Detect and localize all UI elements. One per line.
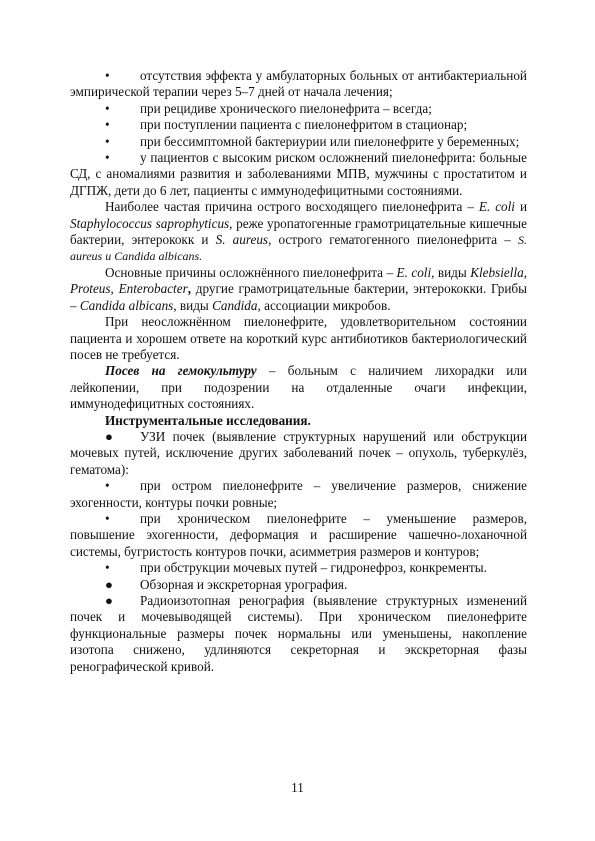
bullet-icon: • xyxy=(105,117,110,133)
paragraph-blood-culture: Посев на гемокультуру – больным с наличием лихорадки или лейкопении, при подозрении на отдаленные очаги инфекции, иммунодефицитных состояниях. xyxy=(70,363,527,412)
list-item: • при рецидиве хронического пиелонефрита – всегда; xyxy=(105,100,432,116)
list-item: ● УЗИ почек (выявление структурных нарушений или обструкции мочевых путей, исключение других заболеваний почек – опухоль, туберкулёз, гематома): xyxy=(70,428,527,477)
paragraph-complicated-causes: Основные причины осложнённого пиелонефрита – E. coli, виды Klebsiella, Proteus, Enterobacter, другие грамотрицательные бактерии, энтерококки. Грибы – Candida albicans, виды Candida, ассоциации микробов. xyxy=(70,264,528,313)
section-heading: Инструментальные исследования. xyxy=(105,412,311,428)
list-item: • при поступлении пациента с пиелонефритом в стационар; xyxy=(105,117,468,133)
list-item: ● Радиоизотопная ренография (выявление структурных изменений почек и мочевыводящей системы). При хроническом пиелонефрите функциональные размеры почек нормальны или уменьшены, накопление изотопа снижено, удлиняются секреторная и экскреторная фазы ренографической кривой. xyxy=(70,593,527,674)
bullet-icon: • xyxy=(105,150,110,166)
bullet-icon: ● xyxy=(105,593,113,608)
bullet-icon: • xyxy=(105,478,110,494)
bullet-icon: • xyxy=(105,133,110,149)
list-item: • отсутствия эффекта у амбулаторных больных от антибактериальной эмпирической терапии через 5–7 дней от начала лечения; xyxy=(70,68,527,100)
list-item: • при остром пиелонефрите – увеличение размеров, снижение эхогенности, контуры почки ровные; xyxy=(70,478,527,510)
list-item: • при хроническом пиелонефрите – уменьшение размеров, повышение эхогенности, деформация и расширение чашечно-лоханочной системы, бугристость контуров почки, асимметрия размеров и контуров; xyxy=(70,510,527,559)
page-number: 11 xyxy=(291,780,304,795)
paragraph-common-causes: Наиболее частая причина острого восходящего пиелонефрита – E. coli и Staphylococcus saprophyticus, реже уропатогенные грамотрицательные кишечные бактерии, энтерококк и S. aureus, острого гематогенного пиелонефрита – S. aureus и Candida albicans. xyxy=(70,199,527,264)
bullet-icon: ● xyxy=(105,428,113,444)
list-item: ● Обзорная и экскреторная урография. xyxy=(105,576,348,592)
list-item: • при бессимптомной бактериурии или пиелонефрите у беременных; xyxy=(105,133,520,149)
bullet-icon: ● xyxy=(105,576,113,592)
bullet-icon: • xyxy=(105,100,110,116)
paragraph-no-culture: При неосложнённом пиелонефрите, удовлетворительном состоянии пациента и хорошем ответе на короткий курс антибиотиков бактериологический посев не требуется. xyxy=(70,314,527,362)
list-item: • у пациентов с высоким риском осложнений пиелонефрита: больные СД, с аномалиями развития и заболеваниями МПВ, мужчины с простатитом и ДГПЖ, дети до 6 лет, пациенты с иммунодефицитными состояниями. xyxy=(70,150,527,198)
document-page xyxy=(70,68,527,675)
bullet-icon: • xyxy=(105,510,110,526)
list-item: • при обструкции мочевых путей – гидронефроз, конкременты. xyxy=(105,560,487,576)
bullet-icon: • xyxy=(105,68,110,83)
bullet-icon: • xyxy=(105,560,110,576)
